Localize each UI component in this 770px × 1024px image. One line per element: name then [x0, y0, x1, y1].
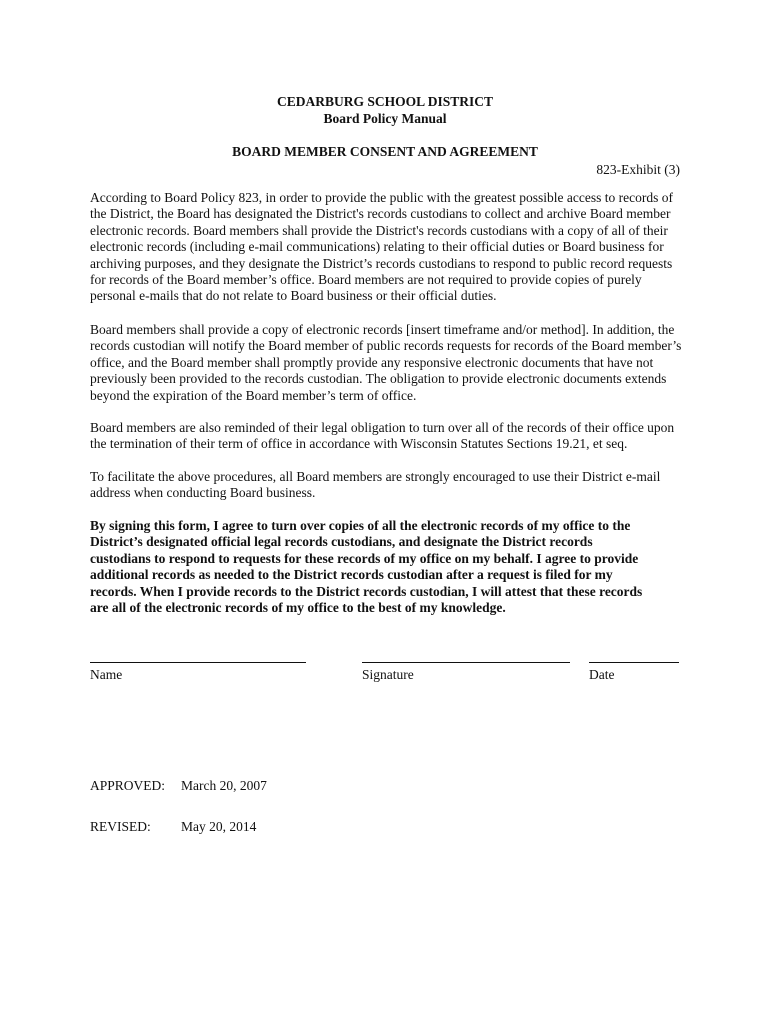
paragraph-policy-intro: According to Board Policy 823, in order to provide the public with the greatest possible access to records of the District, the Board has designated the District's records custodians to collect and archive Board member electronic records. Board members shall provide the District's records custodians with a copy of all of their electronic records (including e-mail communications) relating to their official duties or Board business for archiving purposes, and they designate the District’s records custodians to respond to public record requests for records of the Board member’s office. Board members are not required to provide copies of purely personal e-mails that do not relate to Board business or their official duties.: [90, 190, 673, 304]
signature-label: Signature: [362, 667, 414, 682]
paragraph-provide-records: Board members shall provide a copy of electronic records [insert timeframe and/or method]. In addition, the records custodian will notify the Board member of public records requests for records of the Board member’s office, and the Board member shall promptly provide any responsive electronic documents that have not previously been provided to the records custodian. The obligation to provide electronic documents extends beyond the expiration of the Board member’s term of office.: [90, 322, 682, 403]
revised-label: REVISED:: [90, 819, 151, 834]
district-name: CEDARBURG SCHOOL DISTRICT: [276, 94, 494, 109]
approved-label: APPROVED:: [90, 778, 166, 793]
date-label: Date: [589, 667, 615, 682]
name-label: Name: [90, 667, 123, 682]
paragraph-legal-obligation: Board members are also reminded of their legal obligation to turn over all of the records of their office upon the termination of their term of office in accordance with Wisconsin Statutes Sections 19.21, et seq.: [90, 420, 675, 452]
exhibit-number: 823-Exhibit (3): [596, 162, 680, 177]
name-signature-line[interactable]: [90, 662, 306, 663]
approved-date: March 20, 2007: [181, 778, 267, 793]
signature-line[interactable]: [362, 662, 570, 663]
page-title: BOARD MEMBER CONSENT AND AGREEMENT: [232, 144, 538, 159]
revised-date: May 20, 2014: [181, 819, 257, 834]
agreement-statement: By signing this form, I agree to turn over copies of all the electronic records of my office to the District’s designated official legal records custodians, and designate the District records custodians to respond to requests for these records of my office on my behalf. I agree to provide additional records as needed to the District records custodian after a request is filed for my records. When I provide records to the District records custodian, I will attest that these records are all of the electronic records of my office to the best of my knowledge.: [90, 518, 643, 616]
date-signature-line[interactable]: [589, 662, 679, 663]
manual-name: Board Policy Manual: [323, 111, 447, 126]
paragraph-email-usage: To facilitate the above procedures, all Board members are strongly encouraged to use their District e-mail address when conducting Board business.: [90, 469, 661, 501]
